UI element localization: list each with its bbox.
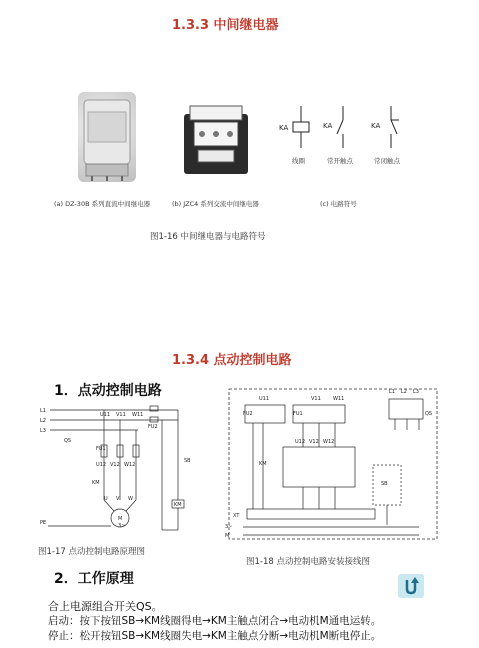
caption-c: (c) 电路符号: [320, 200, 357, 208]
figure-1-17-schematic: [38, 400, 213, 535]
wir-qs: QS: [425, 411, 433, 417]
wir-l1: L1: [389, 389, 395, 395]
watermark-logo: [398, 574, 424, 598]
wir-m3: 3~: [225, 524, 233, 530]
sch-sb: SB: [184, 458, 191, 464]
wir-w11: W11: [333, 396, 345, 402]
sch-v: V: [116, 496, 120, 502]
sch-m3: 3~: [118, 523, 126, 529]
principle-line-3: 停止：松开按钮SB→KM线圈失电→KM主触点分断→电动机M断电停止。: [48, 630, 382, 642]
wir-v12: V12: [309, 439, 319, 445]
sch-l1: L1: [40, 408, 46, 414]
figure-1-18-wiring: [223, 385, 443, 545]
coil-ka-label: KA: [279, 124, 289, 132]
sch-v11: V11: [116, 412, 126, 418]
wir-fu2: FU2: [243, 411, 253, 417]
sch-m: M: [118, 516, 123, 522]
sch-qs: QS: [64, 438, 72, 444]
heading-principle: 2．工作原理: [54, 571, 134, 587]
sch-fu1: FU1: [96, 446, 106, 452]
relay-b-drawing: [180, 100, 252, 180]
sch-fu2: FU2: [148, 424, 158, 430]
figure-1-17-caption: 图1-17 点动控制电路原理图: [38, 547, 145, 557]
caption-b: (b) JZC4 系列交流中间继电器: [172, 200, 259, 208]
wir-xt: XT: [233, 513, 240, 519]
section-title-1-3-3: 1.3.3 中间继电器: [172, 18, 279, 33]
wir-u11: U11: [259, 396, 270, 402]
sch-u11: U11: [100, 412, 111, 418]
nc-ka-label: KA: [371, 122, 381, 130]
sch-w: W: [128, 496, 133, 502]
wir-v11: V11: [311, 396, 321, 402]
principle-line-2: 启动：按下按钮SB→KM线圈得电→KM主触点闭合→电动机M通电运转。: [48, 615, 382, 627]
sch-km: KM: [92, 480, 100, 486]
wir-u12: U12: [295, 439, 306, 445]
wir-w12: W12: [323, 439, 335, 445]
wir-km: KM: [259, 461, 267, 467]
sch-l2: L2: [40, 418, 46, 424]
symbol-nc-caption: 常闭触点: [374, 157, 400, 165]
principle-line-1: 合上电源组合开关QS。: [48, 600, 163, 613]
figure-1-18-caption: 图1-18 点动控制电路安装接线图: [246, 557, 370, 567]
sch-v12: V12: [110, 462, 120, 468]
heading-jog-circuit: 1．点动控制电路: [54, 383, 162, 399]
relay-photo-a: [78, 92, 136, 182]
sch-w11: W11: [132, 412, 144, 418]
symbol-no-caption: 常开触点: [327, 157, 353, 165]
schematic-drawing: [38, 400, 213, 535]
logo-arrow-icon: [398, 574, 424, 598]
section-title-1-3-4: 1.3.4 点动控制电路: [172, 353, 292, 368]
relay-a-drawing: [78, 92, 136, 182]
relay-photo-b: [180, 100, 252, 180]
wir-sb: SB: [381, 481, 388, 487]
sch-u: U: [104, 496, 108, 502]
sch-km-coil: KM: [174, 502, 182, 508]
wir-m: M: [225, 533, 230, 539]
wir-fu1: FU1: [293, 411, 303, 417]
wir-l3: L3: [413, 389, 419, 395]
figure-1-16-caption: 图1-16 中间继电器与电路符号: [150, 232, 266, 242]
wiring-drawing: [223, 385, 443, 545]
sch-u12: U12: [96, 462, 107, 468]
sch-l3: L3: [40, 428, 46, 434]
symbol-coil-caption: 线圈: [292, 157, 305, 165]
wir-l2: L2: [401, 389, 407, 395]
sch-pe: PE: [40, 520, 47, 526]
no-ka-label: KA: [323, 122, 333, 130]
caption-a: (a) DZ-30B 系列直流中间继电器: [54, 200, 151, 208]
sch-w12: W12: [124, 462, 136, 468]
